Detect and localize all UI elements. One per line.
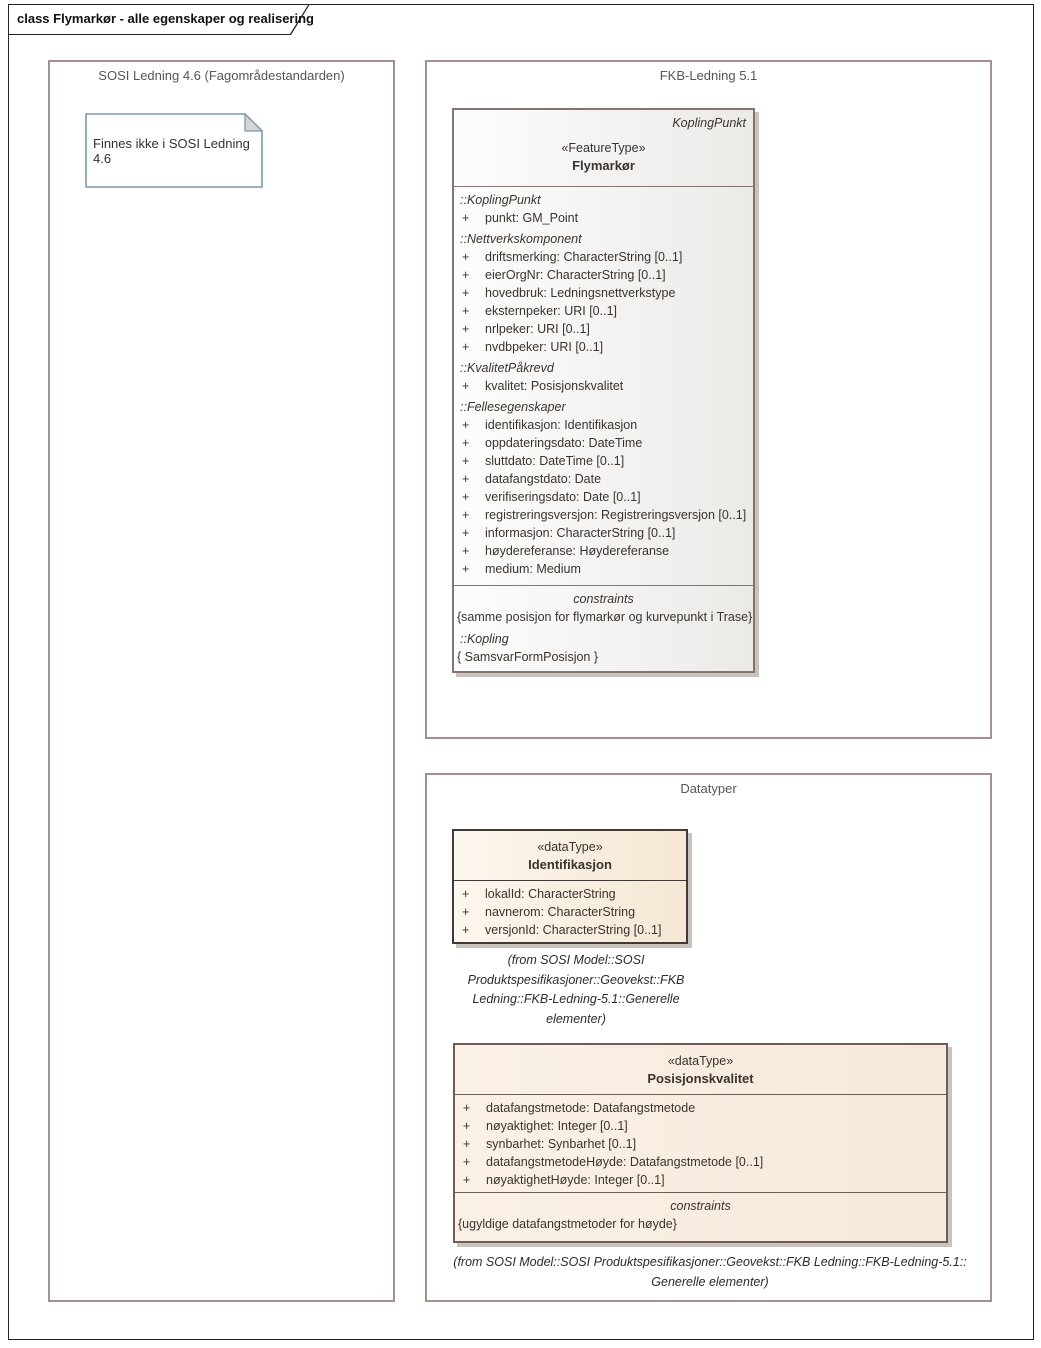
attribute-row: + sluttdato: DateTime [0..1] (462, 454, 625, 468)
attribute-row: + nøyaktighet: Integer [0..1] (463, 1119, 628, 1133)
diagram-title: class Flymarkør - alle egenskaper og realisering (17, 11, 314, 26)
constraint-text: { SamsvarFormPosisjon } (457, 650, 599, 664)
attribute-row: + datafangstdato: Date (462, 472, 602, 486)
attribute-row: + nvdbpeker: URI [0..1] (462, 340, 604, 354)
attribute-row: + kvalitet: Posisjonskvalitet (462, 379, 624, 393)
parent-class-name: KoplingPunkt (672, 116, 746, 130)
attribute-row: + verifiseringsdato: Date [0..1] (462, 490, 641, 504)
attribute-row: + lokalId: CharacterString (462, 887, 616, 901)
from-note-line: Produktspesifikasjoner::Geovekst::FKB (467, 972, 685, 987)
attribute-row: + identifikasjon: Identifikasjon (462, 418, 638, 432)
attr-group-label: ::Fellesegenskaper (460, 400, 566, 414)
attribute-row: + nøyaktighetHøyde: Integer [0..1] (463, 1173, 665, 1187)
attribute-row: + versjonId: CharacterString [0..1] (462, 923, 662, 937)
attribute-row: + driftsmerking: CharacterString [0..1] (462, 250, 683, 264)
constraint-group-label: ::Kopling (460, 632, 509, 646)
attr-group-label: ::Nettverkskomponent (460, 232, 582, 246)
attribute-row: + registreringsversjon: Registreringsversjon [0..1] (462, 508, 747, 522)
frame-fkb-title: FKB-Ledning 5.1 (659, 68, 758, 83)
constraints-label: constraints (670, 1199, 731, 1213)
stereotype-label: «dataType» (667, 1054, 734, 1068)
from-note-posisjonskvalitet (432, 1253, 988, 1292)
class-flymarkor[interactable] (452, 108, 755, 673)
frame-datatyper-title: Datatyper (680, 781, 737, 796)
attribute-row: + høydereferanse: Høydereferanse (462, 544, 670, 558)
frame-sosi-title: SOSI Ledning 4.6 (Fagområdestandarden) (98, 68, 345, 83)
class-flymarkor-header (454, 110, 753, 187)
class-name: Flymarkør (572, 158, 635, 173)
stereotype-label: «dataType» (537, 840, 603, 854)
attribute-row: + punkt: GM_Point (462, 211, 579, 225)
from-note-line: Generelle elementer) (651, 1274, 769, 1289)
note-finnes-ikke (85, 113, 263, 188)
class-posisjonskvalitet-attributes (455, 1095, 946, 1193)
from-note-identifikasjon (443, 951, 709, 1029)
class-posisjonskvalitet[interactable] (453, 1043, 948, 1243)
attribute-row: + datafangstmetode: Datafangstmetode (463, 1101, 696, 1115)
attr-group-label: ::KoplingPunkt (460, 193, 541, 207)
attribute-row: + datafangstmetodeHøyde: Datafangstmetode [0..1] (463, 1155, 764, 1169)
attribute-row: + informasjon: CharacterString [0..1] (462, 526, 676, 540)
attribute-row: + synbarhet: Synbarhet [0..1] (463, 1137, 637, 1151)
class-identifikasjon[interactable] (452, 829, 688, 944)
from-note-line: (from SOSI Model::SOSI Produktspesifikasjoner::Geovekst::FKB Ledning::FKB-Ledning-5.1:: (453, 1255, 967, 1269)
class-posisjonskvalitet-header (455, 1045, 946, 1095)
from-note-line: elementer) (546, 1011, 606, 1026)
class-identifikasjon-attributes (454, 881, 686, 942)
attribute-row: + nrlpeker: URI [0..1] (462, 322, 590, 336)
class-name: Identifikasjon (528, 857, 612, 872)
constraint-text: {samme posisjon for flymarkør og kurvepunkt i Trase} (457, 610, 753, 624)
constraints-label: constraints (573, 592, 634, 606)
from-note-line: (from SOSI Model::SOSI (507, 953, 645, 967)
class-flymarkor-attributes (454, 187, 753, 586)
frame-sosi-ledning (48, 60, 395, 1302)
from-note-line: Ledning::FKB-Ledning-5.1::Generelle (472, 992, 680, 1006)
attribute-row: + hovedbruk: Ledningsnettverkstype (462, 286, 676, 300)
attribute-row: + oppdateringsdato: DateTime (462, 436, 643, 450)
class-posisjonskvalitet-constraints (455, 1193, 946, 1241)
attribute-row: + eierOrgNr: CharacterString [0..1] (462, 268, 666, 282)
attr-group-label: ::KvalitetPåkrevd (460, 361, 554, 375)
note-text: Finnes ikke i SOSI Ledning 4.6 (93, 136, 250, 166)
class-flymarkor-constraints (454, 586, 753, 671)
constraint-text: {ugyldige datafangstmetoder for høyde} (458, 1217, 677, 1231)
class-identifikasjon-header (454, 831, 686, 881)
stereotype-label: «FeatureType» (561, 141, 646, 155)
attribute-row: + medium: Medium (462, 562, 581, 576)
attribute-row: + eksternpeker: URI [0..1] (462, 304, 618, 318)
attribute-row: + navnerom: CharacterString (462, 905, 636, 919)
class-name: Posisjonskvalitet (647, 1071, 754, 1086)
